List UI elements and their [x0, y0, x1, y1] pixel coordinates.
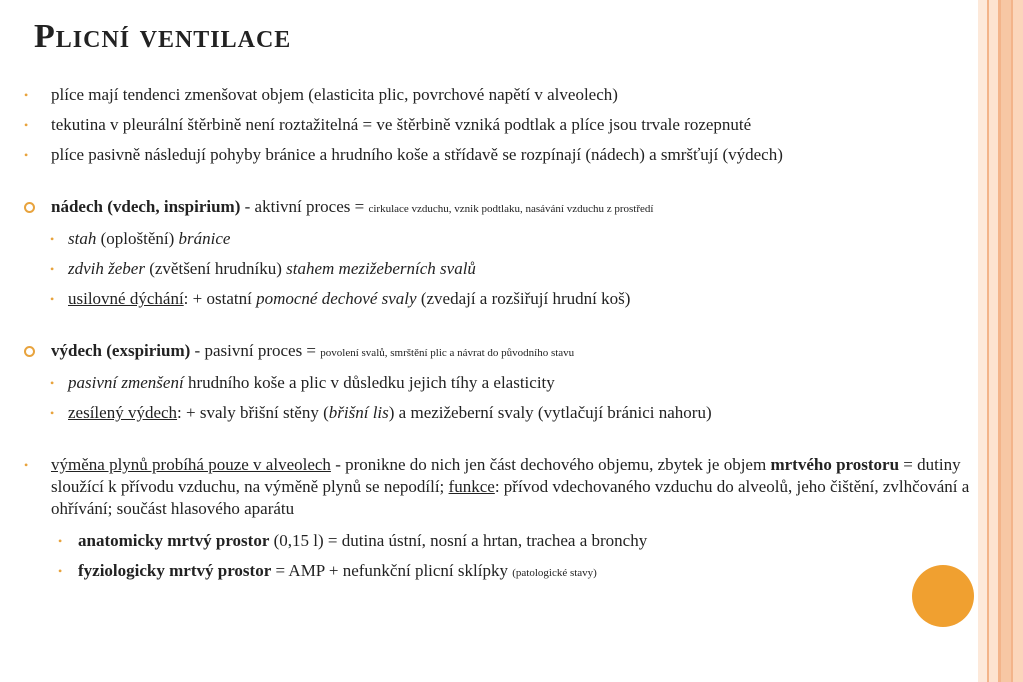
intro-bullet	[18, 84, 973, 106]
bullet-marker: •	[50, 376, 55, 390]
inhale-subitem	[18, 258, 973, 280]
decorative-circle	[912, 565, 974, 627]
stripe	[978, 0, 987, 682]
bullet-marker: •	[24, 148, 29, 162]
exhale-s1-a: pasivní zmenšení	[68, 373, 184, 392]
exchange-subitem	[18, 530, 973, 552]
exchange-bold: mrtvého prostoru	[770, 455, 900, 474]
exchange-t3: : přívod vdechovaného vzduchu do alveolů, jeho čištění, zvlhčování a ohřívání; součást hlasového aparátu	[51, 477, 970, 518]
bullet-marker: •	[50, 406, 55, 420]
ring-bullet-marker	[24, 346, 35, 357]
exchange-link: výměna plynů probíhá pouze v alveolech	[51, 455, 331, 474]
bullet-marker: •	[24, 118, 29, 132]
slide-title: Plicní ventilace	[34, 18, 292, 55]
stripe	[1013, 0, 1023, 682]
bullet-marker: •	[58, 534, 63, 548]
decorative-stripes	[978, 0, 1023, 682]
inhale-s3-c: pomocné dechové svaly	[256, 289, 417, 308]
bullet-marker: •	[50, 232, 55, 246]
exhale-subitem	[18, 402, 973, 424]
inhale-s3-a: usilovné dýchání	[68, 289, 184, 308]
spacer	[18, 174, 973, 196]
exchange-bullet	[18, 454, 973, 520]
exhale-s2-c: břišní lis	[328, 403, 389, 422]
slide-content	[18, 84, 973, 592]
inhale-s1-a: stah	[68, 229, 97, 248]
exhale-heading	[18, 340, 973, 364]
intro-bullet	[18, 144, 973, 166]
bullet-marker: •	[24, 88, 29, 102]
inhale-s2-b: (zvětšení hrudníku)	[144, 259, 287, 278]
inhale-subitem	[18, 288, 973, 310]
intro-bullet	[18, 114, 973, 136]
bullet-text: plíce mají tendenci zmenšovat objem (elasticita plic, povrchové napětí v alveolech)	[51, 85, 618, 104]
exhale-s2-a: zesílený výdech	[68, 403, 178, 422]
inhale-sep: - aktivní proces =	[240, 197, 369, 216]
exchange-t2: = dutiny sloužící k přívodu vzduchu, na výměně plynů se nepodílí;	[51, 455, 961, 496]
exhale-sep: - pasivní proces =	[190, 341, 321, 360]
bullet-text: plíce pasivně následují pohyby bránice a hrudního koše a střídavě se rozpínají (nádech) a smršťují (výdech)	[51, 145, 783, 164]
physio-text: = AMP + nefunkční plicní sklípky	[271, 561, 513, 580]
exhale-s2-b: : + svaly břišní stěny (	[177, 403, 329, 422]
exchange-subitem	[18, 560, 973, 584]
bullet-marker: •	[24, 458, 29, 472]
bullet-text: tekutina v pleurální štěrbině není roztažitelná = ve štěrbině vzniká podtlak a plíce jsou trvale rozepnuté	[51, 115, 752, 134]
exhale-note: povolení svalů, smrštění plic a návrat do původního stavu	[320, 347, 575, 359]
inhale-title: nádech (vdech, inspirium)	[51, 197, 241, 216]
physio-head: fyziologicky mrtvý prostor	[78, 561, 272, 580]
exhale-subitem	[18, 372, 973, 394]
inhale-s3-d: (zvedají a rozšiřují hrudní koš)	[416, 289, 631, 308]
exchange-t1: - pronikne do nich jen část dechového objemu, zbytek je objem	[330, 455, 771, 474]
physio-note: (patologické stavy)	[512, 567, 597, 579]
stripe	[1001, 0, 1011, 682]
exchange-funkce: funkce	[448, 477, 495, 496]
inhale-s1-b: (oploštění)	[96, 229, 179, 248]
inhale-s1-c: bránice	[178, 229, 231, 248]
bullet-marker: •	[50, 262, 55, 276]
bullet-marker: •	[50, 292, 55, 306]
inhale-subitem	[18, 228, 973, 250]
exhale-s2-d: ) a mezižeberní svaly (vytlačují bránici nahoru)	[388, 403, 712, 422]
inhale-s2-c: stahem mezižeberních svalů	[286, 259, 476, 278]
ring-bullet-marker	[24, 202, 35, 213]
spacer	[18, 318, 973, 340]
inhale-s2-a: zdvih žeber	[68, 259, 145, 278]
inhale-note: cirkulace vzduchu, vznik podtlaku, nasávání vzduchu z prostředí	[368, 203, 654, 215]
exhale-s1-b: hrudního koše a plic v důsledku jejich tíhy a elasticity	[183, 373, 555, 392]
exhale-title: výdech (exspirium)	[51, 341, 191, 360]
anatomic-text: (0,15 l) = dutina ústní, nosní a hrtan, trachea a bronchy	[269, 531, 648, 550]
inhale-s3-b: : + ostatní	[183, 289, 257, 308]
bullet-marker: •	[58, 564, 63, 578]
stripe	[989, 0, 998, 682]
spacer	[18, 432, 973, 454]
inhale-heading	[18, 196, 973, 220]
anatomic-head: anatomicky mrtvý prostor	[78, 531, 270, 550]
